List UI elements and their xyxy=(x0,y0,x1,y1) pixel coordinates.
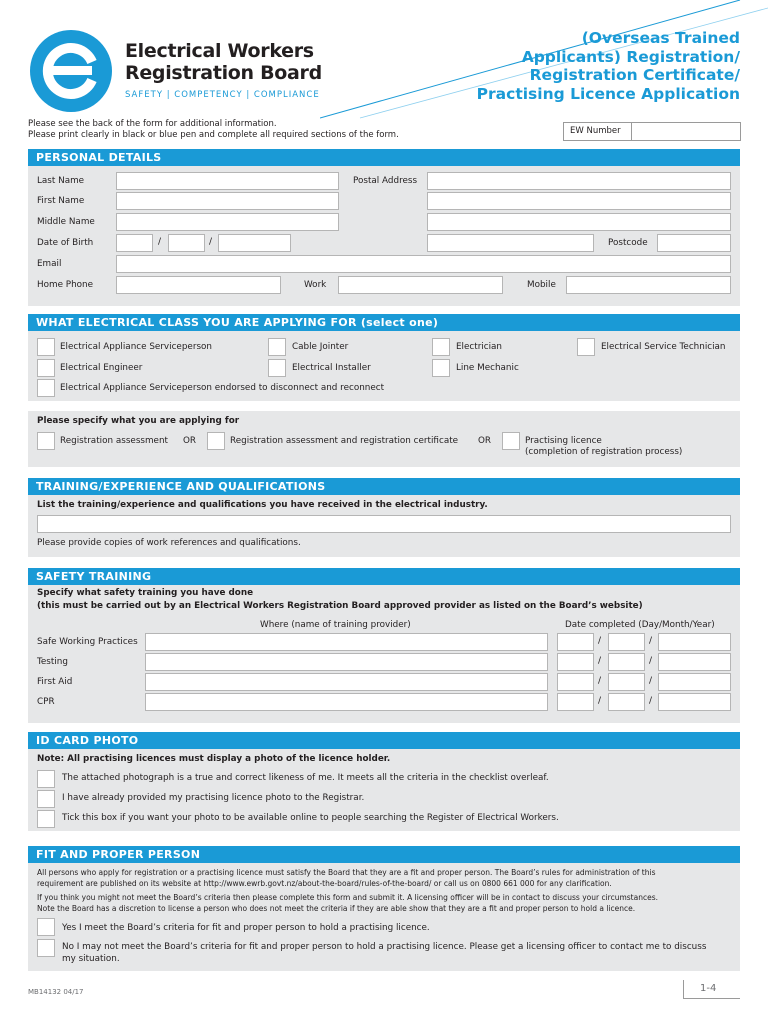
postcode-input[interactable] xyxy=(657,234,731,252)
photo-item-label: Tick this box if you want your photo to be available online to people searching the Register of Electrical Workers. xyxy=(62,813,559,823)
date-slash: / xyxy=(598,676,602,686)
ew-number-input[interactable] xyxy=(632,123,740,140)
class-checkbox[interactable] xyxy=(268,338,286,356)
mobile-label: Mobile xyxy=(527,280,556,290)
electrical-class-heading: WHAT ELECTRICAL CLASS YOU ARE APPLYING FOR (select one) xyxy=(28,314,740,331)
date-month-input[interactable] xyxy=(608,653,645,671)
fit-no-checkbox[interactable] xyxy=(37,939,55,957)
safety-training-section xyxy=(28,568,740,723)
date-day-input[interactable] xyxy=(557,673,594,691)
title-line2: Applicants) Registration/ xyxy=(521,47,740,66)
apply-type-checkbox[interactable] xyxy=(207,432,225,450)
fit-para1-line2: requirement are published on its website at http://www.ewrb.govt.nz/about-the-board/rules-of-the-board/ or call us on 0800 661 000 for any clarification. xyxy=(37,879,612,888)
apply-type-label: Practising licence xyxy=(525,436,602,446)
class-option-label: Electrical Appliance Serviceperson endorsed to disconnect and reconnect xyxy=(60,383,385,393)
mobile-input[interactable] xyxy=(566,276,731,294)
fit-para1-line1: All persons who apply for registration or a practising licence must satisfy the Board that they are a fit and proper person. The Board’s rules for administration of this xyxy=(37,868,656,877)
training-copies-note: Please provide copies of work references and qualifications. xyxy=(37,538,301,548)
dob-year-input[interactable] xyxy=(218,234,291,252)
apply-type-note: (completion of registration process) xyxy=(525,447,683,457)
date-year-input[interactable] xyxy=(658,673,731,691)
training-heading: TRAINING/EXPERIENCE AND QUALIFICATIONS xyxy=(28,478,740,495)
photo-checkbox[interactable] xyxy=(37,770,55,788)
class-checkbox[interactable] xyxy=(432,338,450,356)
date-year-input[interactable] xyxy=(658,653,731,671)
safety-row-label: Safe Working Practices xyxy=(37,637,138,647)
org-tagline: SAFETY | COMPETENCY | COMPLIANCE xyxy=(125,90,320,100)
apply-type-checkbox[interactable] xyxy=(37,432,55,450)
photo-checkbox[interactable] xyxy=(37,810,55,828)
dob-day-input[interactable] xyxy=(116,234,153,252)
email-label: Email xyxy=(37,259,62,269)
class-checkbox[interactable] xyxy=(37,379,55,397)
class-option-label: Cable Jointer xyxy=(292,342,349,352)
form-title xyxy=(440,29,740,103)
date-day-input[interactable] xyxy=(557,633,594,651)
class-checkbox[interactable] xyxy=(268,359,286,377)
training-provider-header: Where (name of training provider) xyxy=(260,620,411,630)
page-divider xyxy=(683,980,684,998)
fit-yes-checkbox[interactable] xyxy=(37,918,55,936)
photo-note: Note: All practising licences must display a photo of the licence holder. xyxy=(37,754,391,764)
home-phone-label: Home Phone xyxy=(37,280,94,290)
safety-row-label: First Aid xyxy=(37,677,73,687)
date-slash: / xyxy=(649,696,653,706)
class-option-label: Electrical Service Technician xyxy=(601,342,726,352)
home-phone-input[interactable] xyxy=(116,276,281,294)
fit-proper-person-heading: FIT AND PROPER PERSON xyxy=(28,846,740,863)
id-card-photo-section xyxy=(28,732,740,831)
ew-number-label: EW Number xyxy=(564,123,632,140)
postal-address-line4[interactable] xyxy=(427,234,594,252)
title-line1: (Overseas Trained xyxy=(581,29,740,47)
title-line4: Practising Licence Application xyxy=(476,84,740,103)
safety-row-label: CPR xyxy=(37,697,55,707)
page-divider xyxy=(683,998,740,999)
class-option-label: Line Mechanic xyxy=(456,363,519,373)
training-provider-input[interactable] xyxy=(145,633,548,651)
date-slash: / xyxy=(598,696,602,706)
date-month-input[interactable] xyxy=(608,693,645,711)
organisation-name xyxy=(125,40,322,84)
safety-instruction-line1: Specify what safety training you have done xyxy=(37,588,254,598)
photo-item-label: I have already provided my practising licence photo to the Registrar. xyxy=(62,793,365,803)
fit-para2-line1: If you think you might not meet the Board’s criteria then please complete this form and submit it. A licensing officer will be in contact to discuss your circumstances. xyxy=(37,893,658,902)
fit-no-label-line2: my situation. xyxy=(62,954,120,964)
training-provider-input[interactable] xyxy=(145,653,548,671)
first-name-label: First Name xyxy=(37,196,85,206)
training-section xyxy=(28,478,740,557)
class-option-label: Electrical Engineer xyxy=(60,363,143,373)
postal-address-line3[interactable] xyxy=(427,213,731,231)
date-completed-header: Date completed (Day/Month/Year) xyxy=(565,620,715,630)
class-option-label: Electrician xyxy=(456,342,503,352)
fit-proper-person-section xyxy=(28,846,740,971)
work-phone-label: Work xyxy=(304,280,327,290)
middle-name-label: Middle Name xyxy=(37,217,95,227)
postal-address-line1[interactable] xyxy=(427,172,731,190)
dob-slash: / xyxy=(158,237,162,247)
date-year-input[interactable] xyxy=(658,633,731,651)
dob-slash: / xyxy=(209,237,213,247)
electrical-class-section xyxy=(28,314,740,401)
fit-yes-label: Yes I meet the Board’s criteria for fit and proper person to hold a practising licence. xyxy=(62,923,430,933)
class-checkbox[interactable] xyxy=(37,359,55,377)
ewrb-logo-icon xyxy=(30,30,112,112)
instruction-line2: Please print clearly in black or blue pen and complete all required sections of the form. xyxy=(28,130,399,140)
dob-month-input[interactable] xyxy=(168,234,205,252)
date-day-input[interactable] xyxy=(557,693,594,711)
last-name-input[interactable] xyxy=(116,172,339,190)
applying-for-heading: Please specify what you are applying for xyxy=(37,416,240,426)
postal-address-label: Postal Address xyxy=(353,176,418,186)
date-month-input[interactable] xyxy=(608,633,645,651)
date-day-input[interactable] xyxy=(557,653,594,671)
id-card-photo-heading: ID CARD PHOTO xyxy=(28,732,740,749)
org-name-line2: Registration Board xyxy=(125,62,322,84)
fit-no-label-line1: No I may not meet the Board’s criteria for fit and proper person to hold a practising licence. Please get a licensing officer to contact me to discuss xyxy=(62,942,707,952)
personal-details-heading: PERSONAL DETAILS xyxy=(28,149,740,166)
dob-label: Date of Birth xyxy=(37,238,94,248)
safety-training-heading: SAFETY TRAINING xyxy=(28,568,740,585)
ew-number-box xyxy=(563,122,741,141)
class-option-label: Electrical Installer xyxy=(292,363,371,373)
safety-instruction-line2: (this must be carried out by an Electrical Workers Registration Board approved provider as listed on the Board’s website) xyxy=(37,601,643,611)
photo-item-label: The attached photograph is a true and correct likeness of me. It meets all the criteria in the checklist overleaf. xyxy=(62,773,549,783)
class-option-label: Electrical Appliance Serviceperson xyxy=(60,342,212,352)
date-slash: / xyxy=(598,656,602,666)
date-slash: / xyxy=(649,636,653,646)
or-label: OR xyxy=(478,436,492,446)
applying-for-section xyxy=(28,411,740,467)
apply-type-label: Registration assessment and registration certificate xyxy=(230,436,459,446)
postal-address-line2[interactable] xyxy=(427,192,731,210)
date-slash: / xyxy=(649,676,653,686)
photo-checkbox[interactable] xyxy=(37,790,55,808)
page-number: 1-4 xyxy=(700,983,717,994)
date-month-input[interactable] xyxy=(608,673,645,691)
class-checkbox[interactable] xyxy=(432,359,450,377)
training-provider-input[interactable] xyxy=(145,673,548,691)
instruction-line1: Please see the back of the form for additional information. xyxy=(28,119,277,129)
training-provider-input[interactable] xyxy=(145,693,548,711)
title-line3: Registration Certificate/ xyxy=(529,66,740,84)
instructions xyxy=(28,119,399,141)
apply-type-label: Registration assessment xyxy=(60,436,168,446)
first-name-input[interactable] xyxy=(116,192,339,210)
date-year-input[interactable] xyxy=(658,693,731,711)
work-phone-input[interactable] xyxy=(338,276,503,294)
form-code: MB14132 04/17 xyxy=(28,988,84,996)
org-name-line1: Electrical Workers xyxy=(125,40,314,62)
apply-type-checkbox[interactable] xyxy=(502,432,520,450)
postcode-label: Postcode xyxy=(608,238,648,248)
class-checkbox[interactable] xyxy=(577,338,595,356)
or-label: OR xyxy=(183,436,197,446)
date-slash: / xyxy=(649,656,653,666)
training-input[interactable] xyxy=(37,515,731,533)
date-slash: / xyxy=(598,636,602,646)
middle-name-input[interactable] xyxy=(116,213,339,231)
training-instruction: List the training/experience and qualifications you have received in the electrical industry. xyxy=(37,500,488,510)
personal-details-section xyxy=(28,149,740,306)
class-checkbox[interactable] xyxy=(37,338,55,356)
last-name-label: Last Name xyxy=(37,176,85,186)
safety-row-label: Testing xyxy=(37,657,68,667)
email-input[interactable] xyxy=(116,255,731,273)
fit-para2-line2: Note the Board has a discretion to license a person who does not meet the criteria if they are able show that they are a fit and proper person to hold a licence. xyxy=(37,904,636,913)
